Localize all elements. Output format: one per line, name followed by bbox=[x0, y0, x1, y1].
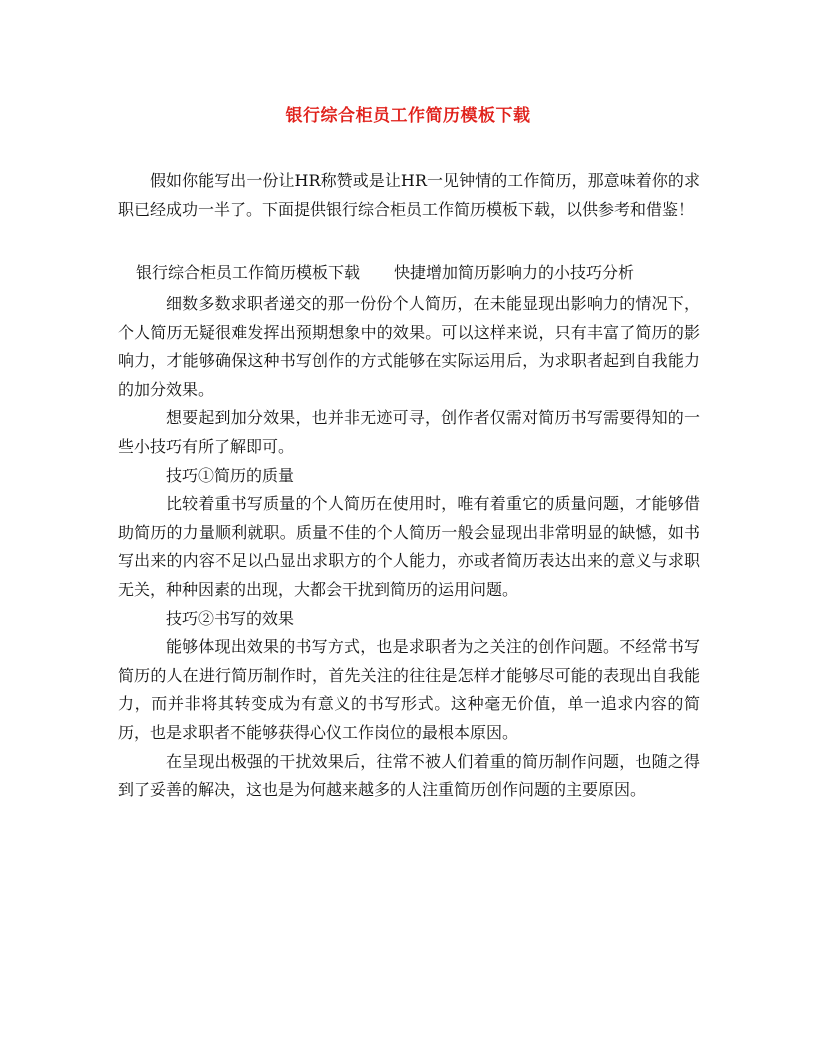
body-paragraph-3: 比较着重书写质量的个人简历在使用时，唯有着重它的质量问题，才能够借助简历的力量顺利就职。质量不佳的个人简历一般会显现出非常明显的缺憾，如书写出来的内容不足以凸显出求职方的个人能力，亦或者简历表达出来的意义与求职无关，种种因素的出现，大都会干扰到简历的运用问题。 bbox=[118, 494, 700, 599]
intro-paragraph: 假如你能写出一份让HR称赞或是让HR一见钟情的工作简历，那意味着你的求职已经成功一半了。下面提供银行综合柜员工作简历模板下载，以供参考和借鉴！ bbox=[118, 171, 700, 219]
tip-heading-1: 技巧①简历的质量 bbox=[166, 465, 295, 485]
body-paragraph-1: 细数多数求职者递交的那一份份个人简历，在未能显现出影响力的情况下，个人简历无疑很难发挥出预期想象中的效果。可以这样来说，只有丰富了简历的影响力，才能够确保这种书写创作的方式能够在实际运用后，为求职者起到自我能力的加分效果。 bbox=[118, 294, 700, 399]
tip-heading-2: 技巧②书写的效果 bbox=[166, 608, 295, 628]
subheading-left: 银行综合柜员工作简历模板下载 bbox=[136, 263, 361, 282]
subheading bbox=[136, 260, 634, 286]
body-paragraph-5: 在呈现出极强的干扰效果后，往常不被人们着重的简历制作问题，也随之得到了妥善的解决，这也是为何越来越多的人注重简历创作问题的主要原因。 bbox=[118, 751, 700, 800]
subheading-right: 快捷增加简历影响力的小技巧分析 bbox=[394, 263, 635, 282]
document-title: 银行综合柜员工作简历模板下载 bbox=[285, 106, 531, 126]
body-paragraph-4: 能够体现出效果的书写方式，也是求职者为之关注的创作问题。不经常书写简历的人在进行简历制作时，首先关注的往往是怎样才能够尽可能的表现出自我能力，而并非将其转变成为有意义的书写形式。这种毫无价值，单一追求内容的简历，也是求职者不能够获得心仪工作岗位的最根本原因。 bbox=[118, 637, 700, 742]
intro-section bbox=[118, 166, 700, 224]
body-paragraph-2: 想要起到加分效果，也并非无迹可寻，创作者仅需对简历书写需要得知的一些小技巧有所了解即可。 bbox=[118, 408, 700, 456]
body-section bbox=[118, 290, 700, 805]
